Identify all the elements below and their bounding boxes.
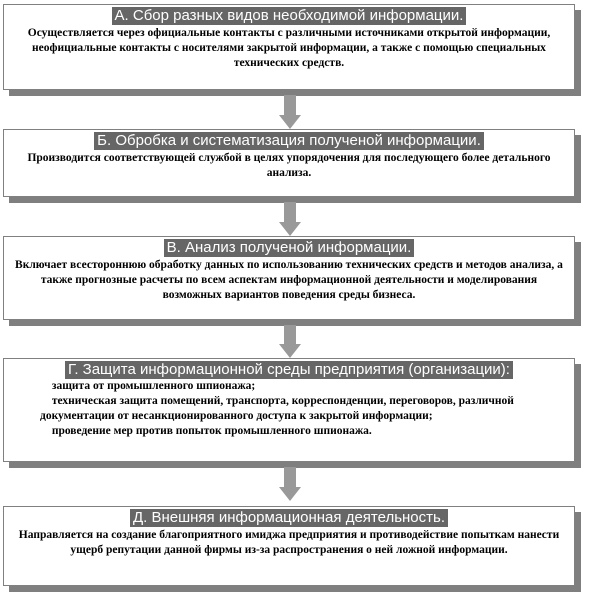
- arrow-c-to-d: [279, 325, 301, 358]
- step-a-title: А. Сбор разных видов необходимой информации.: [112, 7, 467, 25]
- step-c-text: Включает всестороннюю обработку данных по использованию технических средств и методов анализа, а также прогнозные расчеты по всем аспектам информационной деятельности и моделирования возможных вариантов поведения среды бизнеса.: [15, 259, 563, 301]
- step-b-box: [3, 129, 575, 197]
- step-g-title: Г. Защита информационной среды предприятия (организации):: [65, 361, 513, 379]
- step-c-title: В. Анализ полученой информации.: [164, 239, 415, 257]
- step-a-text: Осуществляется через официальные контакты с различными источниками открытой информации, неофициальные контакты с носителями закрытой информации, а также с помощью специальных технических средств.: [27, 27, 551, 69]
- step-d-title: Д. Внешняя информационная деятельность.: [130, 509, 448, 527]
- step-d-box: [3, 506, 575, 586]
- step-g-item-2: техническая защита помещений, транспорта, корреспонденции, переговоров, различной документации от несанкционированного доступа к закрытой информации;: [40, 395, 503, 422]
- step-g-item-3: проведение мер против попыток промышленного шпионажа.: [40, 425, 360, 437]
- step-g-list: [4, 379, 574, 439]
- step-g-box: [3, 358, 575, 462]
- arrow-b-to-c: [279, 202, 301, 236]
- step-g-item-1: защита от промышленного шпионажа;: [40, 380, 244, 392]
- step-a-box: [3, 4, 575, 90]
- step-b-text: Производится соответствующей службой в целях упорядочения для последующего более детального анализа.: [27, 152, 551, 179]
- step-b-title: Б. Обробка и систематизация полученой информации.: [94, 132, 484, 150]
- step-d-text: Направляется на создание благоприятного имиджа предприятия и противодействие попыткам нанести ущерб репутации данной фирмы из-за распространения о ней ложной информации.: [18, 529, 560, 556]
- step-c-box: [3, 236, 575, 320]
- arrow-a-to-b: [279, 95, 301, 129]
- arrow-g-to-d: [279, 467, 301, 501]
